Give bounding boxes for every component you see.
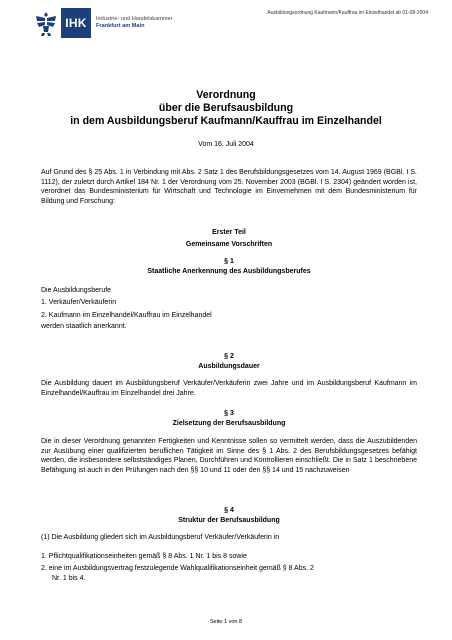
page-footer: Seite 1 von 8	[209, 619, 243, 625]
document-reference: Ausbildungsordnung Kaufmann/Kauffrau im Einzelhandel ab 01-08-2004	[267, 10, 428, 16]
chamber-line2: Frankfurt am Main	[96, 23, 145, 29]
section-3-text: Die in dieser Verordnung genannten Fertigkeiten und Kenntnisse sollen so vermittelt werden, dass die Auszubildenden zur Ausübung einer qualifizierten beruflichen Tätigkeit im Sinne des § 1 Abs. 2 des Berufsbildungsgesetzes befähigt werden, die insbesondere selbstständiges Planen, Durchführen und Kontrollieren einschließt. Die in Satz 1 beschriebene Befähigung ist auch in den Prüfungen nach den §§ 10 und 11 oder den §§ 14 und 15 nachzuweisen	[41, 438, 417, 474]
title-line3: in dem Ausbildungsberuf Kaufmann/Kauffrau im Einzelhandel	[70, 115, 382, 127]
document-date: Vom 16. Juli 2004	[198, 141, 254, 148]
section-2-number: § 2	[224, 353, 234, 360]
section-1-heading: Staatliche Anerkennung des Ausbildungsberufes	[147, 268, 311, 275]
section-4-heading: Struktur der Berufsausbildung	[178, 517, 280, 524]
section-1-item-2: 2. Kaufmann im Einzelhandel/Kauffrau im Einzelhandel	[41, 312, 212, 319]
chamber-line1: Industrie- und Handelskammer	[96, 15, 173, 22]
section-2-text: Die Ausbildung dauert im Ausbildungsberuf Verkäufer/Verkäuferin zwei Jahre und im Ausbildungsberuf Kaufmann im Einzelhandel/Kauffrau im Einzelhandel drei Jahre.	[41, 380, 417, 397]
section-4-para-1: (1) Die Ausbildung gliedert sich im Ausbildungsberuf Verkäufer/Verkäuferin in	[41, 534, 280, 541]
section-1-outro: werden staatlich anerkannt.	[41, 323, 127, 330]
section-4-item-2: 2. eine im Ausbildungsvertrag festzulegende Wahlqualifikationseinheit gemäß § 8 Abs. 2	[41, 565, 314, 572]
document-title	[0, 89, 452, 128]
section-1-item-1: 1. Verkäufer/Verkäuferin	[41, 299, 117, 306]
ihk-logo-box: IHK	[61, 8, 91, 38]
eagle-icon	[34, 8, 58, 38]
chamber-name	[96, 16, 172, 31]
section-2-heading: Ausbildungsdauer	[198, 363, 260, 370]
section-4-item-2-cont: Nr. 1 bis 4.	[52, 575, 86, 582]
section-1-intro: Die Ausbildungsberufe	[41, 287, 112, 294]
ihk-logo	[34, 8, 172, 38]
preamble: Auf Grund des § 25 Abs. 1 in Verbindung mit Abs. 2 Satz 1 des Berufsbildungsgesetzes vom 14. August 1969 (BGBl. I S. 1112), der zuletzt durch Artikel 184 Nr. 1 der Verordnung vom 25. November 2003 (BGBl. I S. 2304) geändert worden ist, verordnet das Bundesministerium für Wirtschaft und Technologie im Einvernehmen mit dem Bundesministerium für Bildung und Forschung:	[41, 169, 417, 205]
section-4-number: § 4	[224, 507, 234, 514]
section-3-number: § 3	[224, 410, 234, 417]
section-1-number: § 1	[224, 258, 234, 265]
title-line2: über die Berufsausbildung	[158, 102, 294, 114]
section-4-item-1: 1. Pflichtqualifikationseinheiten gemäß § 8 Abs. 1 Nr. 1 bis 8 sowie	[41, 553, 247, 560]
part-title: Erster Teil	[212, 229, 246, 236]
title-line1: Verordnung	[196, 89, 256, 101]
part-subtitle: Gemeinsame Vorschriften	[185, 241, 273, 248]
section-3-heading: Zielsetzung der Berufsausbildung	[172, 420, 286, 427]
